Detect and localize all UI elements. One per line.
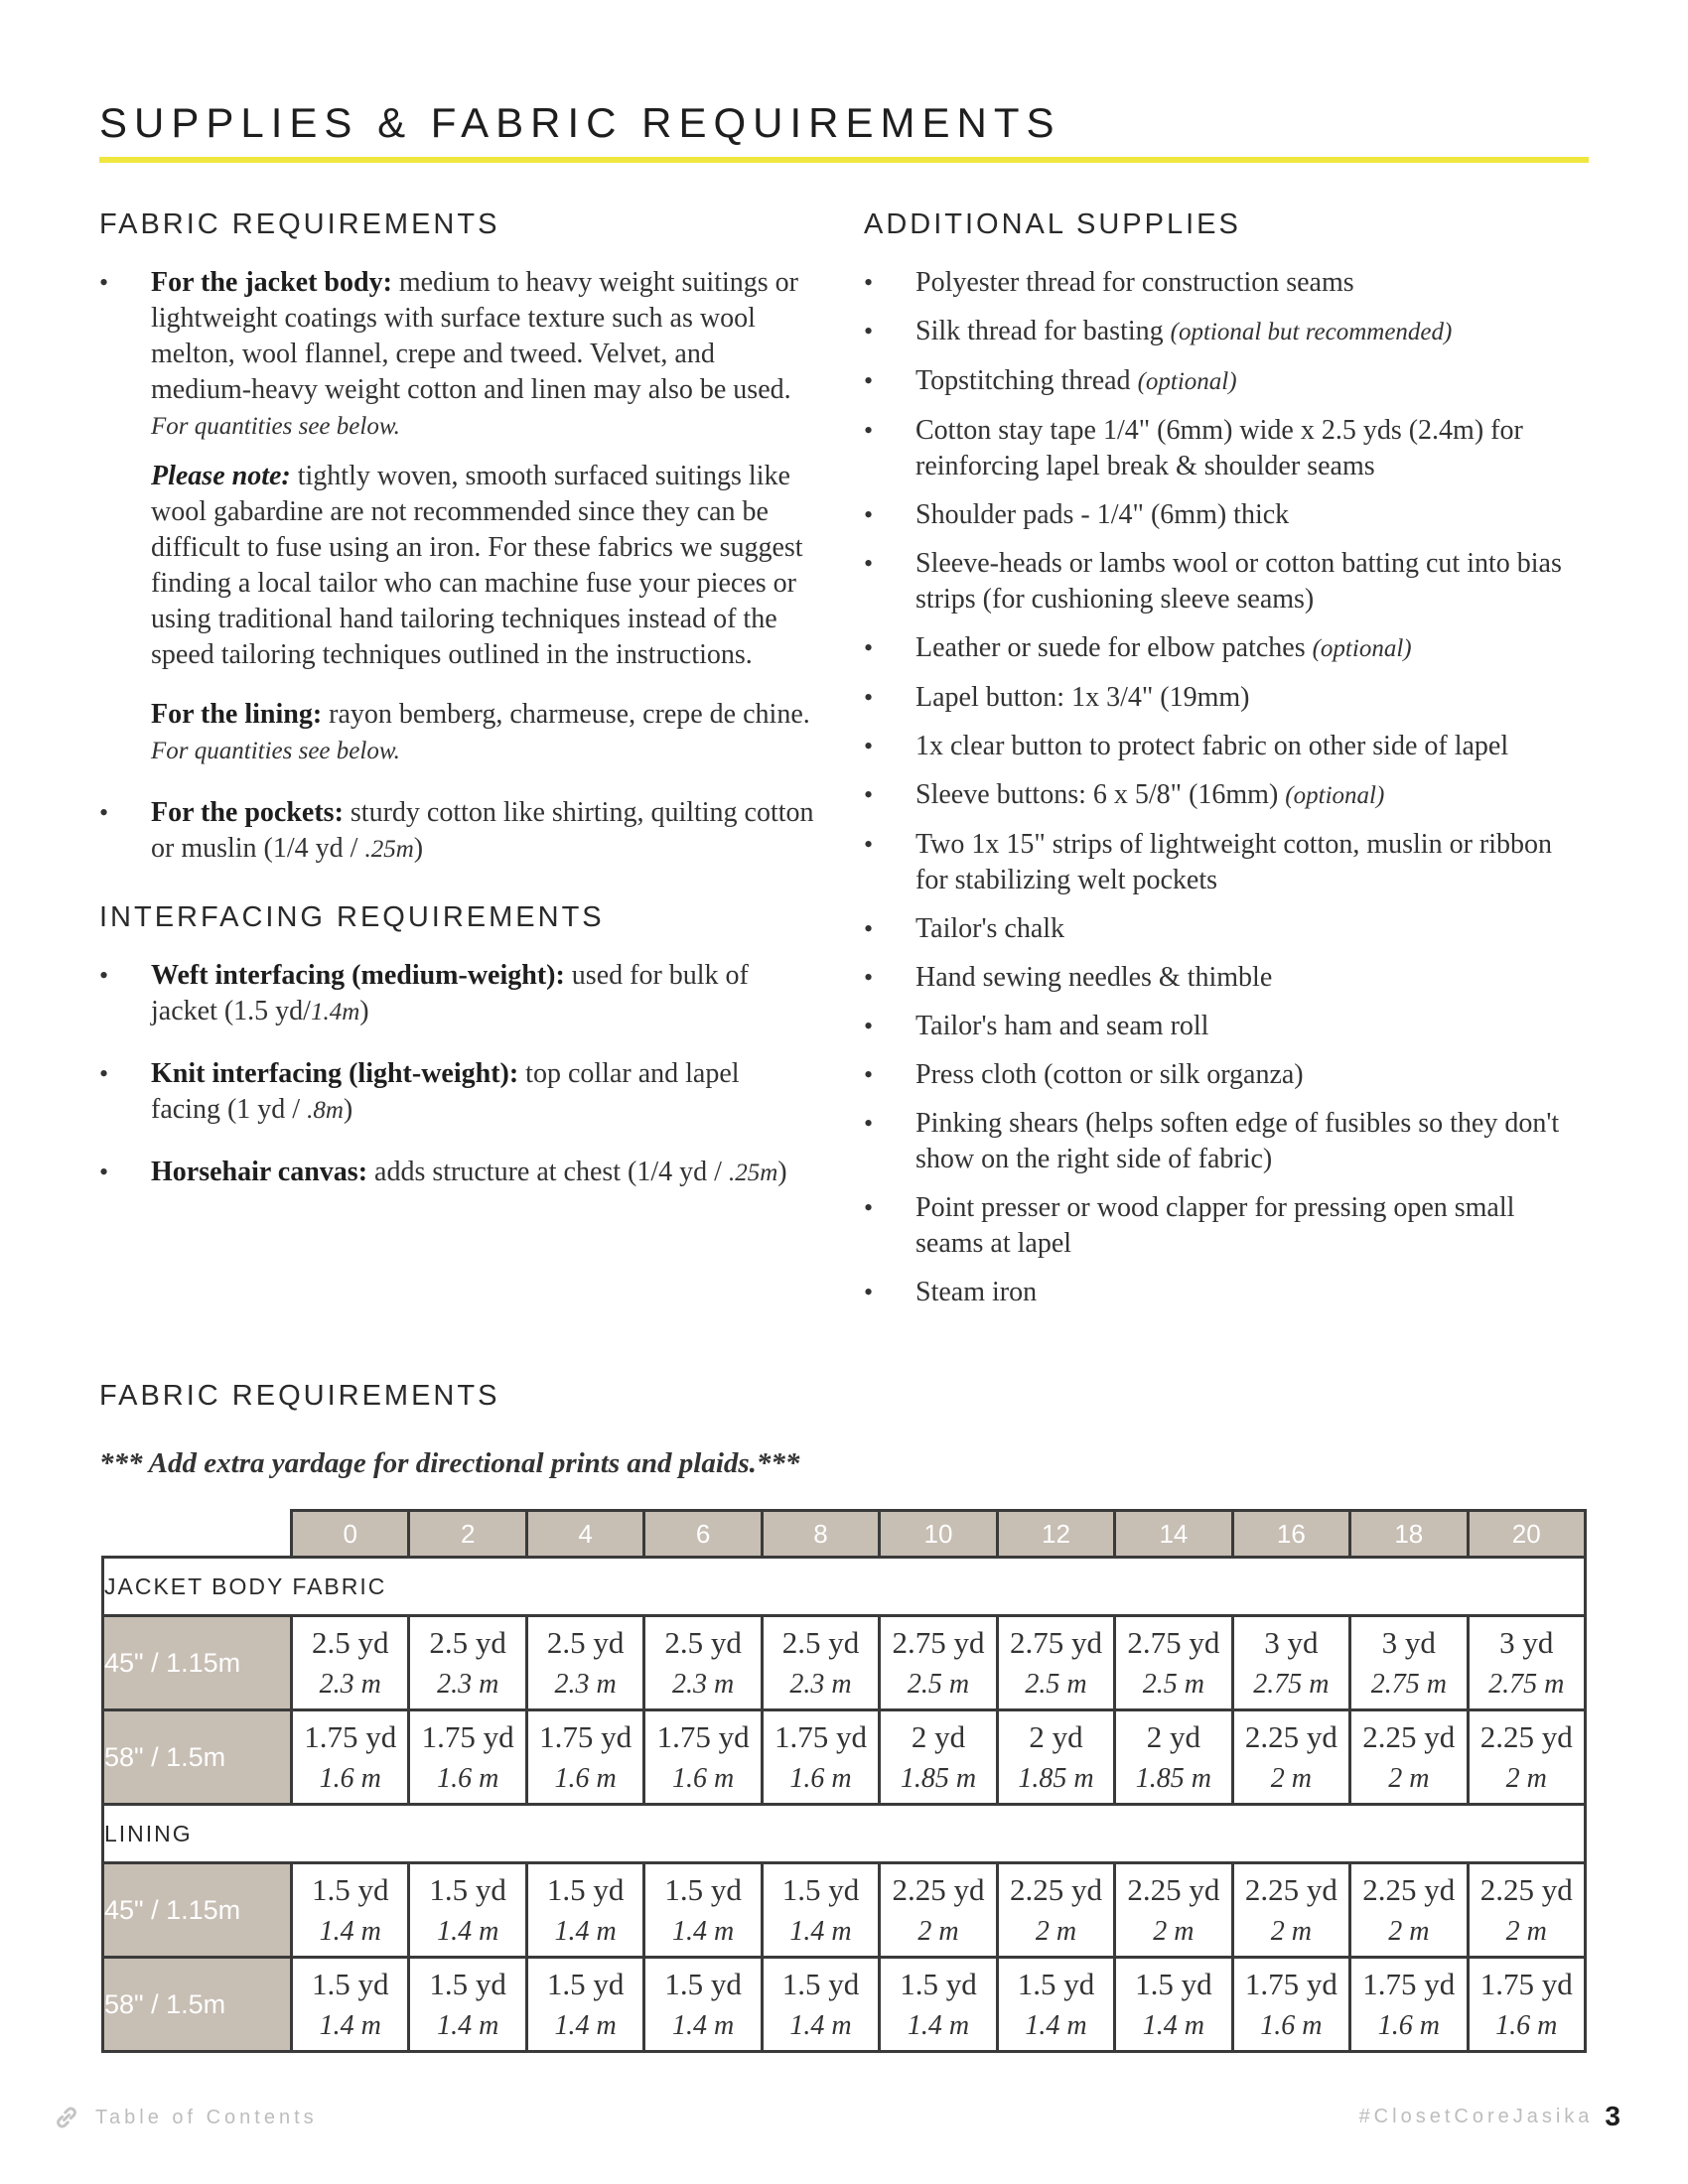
table-row	[103, 1710, 1586, 1805]
size-header: 6	[644, 1511, 762, 1558]
group-label: JACKET BODY FABRIC	[103, 1558, 1586, 1616]
fabric-width-label: 45" / 1.15m	[103, 1863, 292, 1958]
supply-text: Lapel button: 1x 3/4" (19mm)	[915, 682, 1250, 713]
page-title: SUPPLIES & FABRIC REQUIREMENTS	[99, 99, 1061, 146]
table-cell	[1468, 1616, 1585, 1710]
metric-value: 1.4 m	[1142, 2010, 1205, 2041]
table-row	[103, 1616, 1586, 1710]
fabric-requirements-table	[101, 1509, 1587, 2053]
table-cell	[1350, 1958, 1468, 2052]
table-cell	[762, 1616, 879, 1710]
yardage-value: 2 yd	[1029, 1719, 1083, 1754]
metric-value: 1.4 m	[671, 2010, 735, 2041]
supply-text: Cotton stay tape 1/4" (6mm) wide x 2.5 yds (2.4m) for reinforcing lapel break & shoulder seams	[915, 415, 1523, 481]
table-cell	[1115, 1710, 1232, 1805]
page-number: 3	[1605, 2101, 1620, 2131]
yardage-value: 1.75 yd	[1244, 1967, 1337, 2001]
fabric-requirements-heading: FABRIC REQUIREMENTS	[99, 208, 500, 240]
supply-text: Steam iron	[915, 1277, 1038, 1307]
table-cell	[997, 1958, 1114, 2052]
size-header: 12	[997, 1511, 1114, 1558]
pockets-close: )	[413, 833, 424, 864]
table-cell	[409, 1616, 526, 1710]
table-row	[103, 1958, 1586, 2052]
table-cell	[1350, 1710, 1468, 1805]
metric-value: 2.5 m	[907, 1669, 970, 1700]
table-cell	[1350, 1616, 1468, 1710]
metric-value: 2.3 m	[319, 1669, 381, 1700]
pockets-metric: .25m	[364, 836, 414, 863]
supply-text: Tailor's ham and seam roll	[915, 1011, 1209, 1041]
table-cell	[644, 1616, 762, 1710]
table-cell	[997, 1863, 1114, 1958]
size-header: 18	[1350, 1511, 1468, 1558]
list-item	[99, 1056, 814, 1129]
interfacing-close: )	[777, 1157, 787, 1187]
group-row	[103, 1805, 1586, 1863]
metric-value: 1.4 m	[907, 2010, 970, 2041]
list-item	[864, 729, 1579, 764]
yardage-value: 1.5 yd	[311, 1967, 389, 2001]
table-cell	[1468, 1863, 1585, 1958]
metric-value: 2.75 m	[1488, 1669, 1565, 1700]
yardage-value: 2.75 yd	[1009, 1625, 1102, 1660]
interfacing-list	[99, 958, 814, 1191]
yardage-value: 2.5 yd	[429, 1625, 506, 1660]
table-cell	[1232, 1863, 1349, 1958]
table-cell	[997, 1616, 1114, 1710]
yardage-value: 3 yd	[1499, 1625, 1554, 1660]
metric-value: 1.6 m	[1495, 2010, 1558, 2041]
yardage-value: 2.25 yd	[1009, 1872, 1102, 1907]
fabric-width-label: 58" / 1.5m	[103, 1958, 292, 2052]
supplies-list	[864, 265, 1579, 1310]
list-item	[99, 265, 814, 769]
yardage-value: 2.25 yd	[1479, 1719, 1573, 1754]
yardage-value: 1.75 yd	[774, 1719, 868, 1754]
metric-value: 2 m	[917, 1916, 959, 1947]
jacket-body-note: For quantities see below.	[151, 413, 400, 440]
footer-right	[1359, 2101, 1620, 2132]
lining-text: rayon bemberg, charmeuse, crepe de chine.	[322, 699, 810, 730]
yardage-value: 2 yd	[1146, 1719, 1201, 1754]
table-cell	[1350, 1863, 1468, 1958]
group-row	[103, 1558, 1586, 1616]
yardage-value: 2.25 yd	[1244, 1719, 1337, 1754]
size-header: 8	[762, 1511, 879, 1558]
metric-value: 2.3 m	[789, 1669, 852, 1700]
supply-text: Sleeve-heads or lambs wool or cotton batting cut into bias strips (for cushioning sleeve seams)	[915, 548, 1562, 614]
metric-value: 1.85 m	[1018, 1763, 1094, 1794]
table-cell	[762, 1863, 879, 1958]
yardage-value: 1.75 yd	[539, 1719, 633, 1754]
additional-supplies-heading: ADDITIONAL SUPPLIES	[864, 208, 1241, 240]
lining-quantities-note: For quantities see below.	[151, 738, 400, 764]
table-cell	[409, 1958, 526, 2052]
supply-note: (optional)	[1137, 368, 1237, 395]
yardage-value: 1.5 yd	[1017, 1967, 1095, 2001]
size-header: 10	[880, 1511, 997, 1558]
interfacing-metric: 1.4m	[310, 999, 360, 1025]
metric-value: 1.4 m	[319, 2010, 381, 2041]
yardage-value: 2.25 yd	[1479, 1872, 1573, 1907]
metric-value: 1.4 m	[437, 1916, 499, 1947]
please-note-label: Please note:	[151, 461, 291, 491]
fabric-list	[99, 265, 814, 868]
metric-value: 2.5 m	[1142, 1669, 1205, 1700]
list-item	[864, 911, 1579, 947]
list-item	[864, 1106, 1579, 1177]
yardage-value: 1.75 yd	[1362, 1967, 1456, 2001]
list-item	[864, 777, 1579, 814]
interfacing-metric: .25m	[728, 1160, 778, 1186]
list-item	[864, 680, 1579, 716]
table-cell	[1232, 1616, 1349, 1710]
yardage-value: 1.5 yd	[429, 1967, 506, 2001]
table-cell	[1115, 1958, 1232, 2052]
hashtag: #ClosetCoreJasika	[1358, 2105, 1594, 2127]
table-cell	[762, 1958, 879, 2052]
metric-value: 1.6 m	[1377, 2010, 1440, 2041]
metric-value: 1.4 m	[671, 1916, 735, 1947]
fabric-width-label: 45" / 1.15m	[103, 1616, 292, 1710]
table-cell	[526, 1616, 643, 1710]
yardage-value: 1.75 yd	[304, 1719, 397, 1754]
yardage-value: 1.5 yd	[429, 1872, 506, 1907]
interfacing-close: )	[359, 996, 369, 1026]
supply-text: Hand sewing needles & thimble	[915, 962, 1273, 993]
list-item	[864, 363, 1579, 400]
table-cell	[1468, 1958, 1585, 2052]
size-header: 16	[1232, 1511, 1349, 1558]
yardage-value: 2 yd	[911, 1719, 966, 1754]
metric-value: 2 m	[1035, 1916, 1077, 1947]
yardage-value: 3 yd	[1381, 1625, 1436, 1660]
table-cell	[409, 1710, 526, 1805]
list-item	[864, 265, 1579, 301]
yardage-value: 1.5 yd	[311, 1872, 389, 1907]
table-row	[103, 1863, 1586, 1958]
metric-value: 2 m	[1270, 1763, 1312, 1794]
table-cell	[880, 1710, 997, 1805]
list-item	[864, 960, 1579, 996]
metric-value: 2 m	[1388, 1916, 1430, 1947]
metric-value: 1.85 m	[900, 1763, 977, 1794]
yardage-value: 2.5 yd	[311, 1625, 389, 1660]
link-icon	[52, 2103, 81, 2132]
metric-value: 2 m	[1153, 1916, 1195, 1947]
supply-note: (optional)	[1312, 635, 1412, 662]
table-cell	[880, 1863, 997, 1958]
yardage-value: 1.5 yd	[546, 1872, 625, 1907]
table-cell	[1115, 1863, 1232, 1958]
pockets-text: sturdy cotton like shirting, quilting cotton or muslin (1/4 yd /	[151, 797, 814, 864]
metric-value: 2 m	[1270, 1916, 1312, 1947]
metric-value: 2.3 m	[554, 1669, 617, 1700]
fabric-width-label: 58" / 1.5m	[103, 1710, 292, 1805]
toc-link-label: Table of Contents	[95, 2106, 318, 2128]
metric-value: 1.4 m	[554, 1916, 617, 1947]
size-header: 20	[1468, 1511, 1585, 1558]
yardage-value: 2.75 yd	[1127, 1625, 1220, 1660]
table-body	[103, 1558, 1586, 2052]
lining-label: For the lining:	[151, 699, 323, 730]
table-cell	[292, 1863, 409, 1958]
interfacing-metric: .8m	[307, 1097, 344, 1124]
supply-text: 1x clear button to protect fabric on other side of lapel	[915, 731, 1509, 761]
table-cell	[1468, 1710, 1585, 1805]
please-note	[151, 459, 814, 673]
supply-text: Topstitching thread	[915, 365, 1138, 396]
metric-value: 2 m	[1388, 1763, 1430, 1794]
interfacing-label: Horsehair canvas:	[151, 1157, 368, 1187]
list-item	[864, 1057, 1579, 1093]
lining-note	[151, 697, 814, 769]
yardage-value: 2.5 yd	[664, 1625, 742, 1660]
supply-note: (optional but recommended)	[1170, 319, 1453, 345]
size-header: 2	[409, 1511, 526, 1558]
metric-value: 1.4 m	[437, 2010, 499, 2041]
metric-value: 1.4 m	[319, 1916, 381, 1947]
supply-text: Point presser or wood clapper for pressing open small seams at lapel	[915, 1192, 1515, 1259]
yardage-value: 1.5 yd	[781, 1967, 860, 2001]
supply-text: Tailor's chalk	[915, 913, 1065, 944]
metric-value: 1.4 m	[1025, 2010, 1087, 2041]
yardage-value: 2.25 yd	[1362, 1719, 1456, 1754]
table-cell	[997, 1710, 1114, 1805]
title-rule	[99, 157, 1589, 163]
interfacing-close: )	[343, 1094, 353, 1125]
please-note-text: tightly woven, smooth surfaced suitings like wool gabardine are not recommended since they can be difficult to fuse using an iron. For these fabrics we suggest finding a local tailor who can machine fuse your pieces or using traditional hand tailoring techniques instead of the speed tailoring techniques outlined in the instructions.	[151, 461, 803, 670]
list-item	[864, 497, 1579, 533]
yardage-note: *** Add extra yardage for directional prints and plaids.***	[99, 1447, 800, 1479]
yardage-value: 2.75 yd	[892, 1625, 985, 1660]
supply-text: Press cloth (cotton or silk organza)	[915, 1059, 1304, 1090]
size-header-row	[103, 1511, 1586, 1558]
table-cell	[644, 1958, 762, 2052]
list-item	[864, 1275, 1579, 1310]
pockets-label: For the pockets:	[151, 797, 344, 828]
yardage-value: 1.5 yd	[664, 1872, 742, 1907]
yardage-value: 2.25 yd	[1362, 1872, 1456, 1907]
yardage-value: 1.5 yd	[900, 1967, 977, 2001]
table-cell	[762, 1710, 879, 1805]
list-item	[99, 795, 814, 868]
list-item	[864, 314, 1579, 350]
table-cell	[1232, 1958, 1349, 2052]
supply-text: Pinking shears (helps soften edge of fusibles so they don't show on the right side of fabric)	[915, 1108, 1560, 1174]
supply-text: Silk thread for basting	[915, 316, 1171, 346]
table-cell	[409, 1863, 526, 1958]
metric-value: 1.6 m	[437, 1763, 499, 1794]
table-cell	[526, 1710, 643, 1805]
metric-value: 1.6 m	[789, 1763, 852, 1794]
metric-value: 1.6 m	[1260, 2010, 1323, 2041]
yardage-value: 2.25 yd	[1244, 1872, 1337, 1907]
table-cell	[292, 1710, 409, 1805]
yardage-value: 2.5 yd	[781, 1625, 860, 1660]
yardage-value: 3 yd	[1264, 1625, 1319, 1660]
interfacing-label: Weft interfacing (medium-weight):	[151, 960, 565, 991]
interfacing-label: Knit interfacing (light-weight):	[151, 1058, 519, 1089]
list-item	[99, 1155, 814, 1191]
size-header: 0	[292, 1511, 409, 1558]
supply-text: Two 1x 15" strips of lightweight cotton, muslin or ribbon for stabilizing welt pockets	[915, 829, 1552, 895]
supply-note: (optional)	[1285, 782, 1385, 809]
metric-value: 2 m	[1505, 1763, 1547, 1794]
table-cell	[880, 1958, 997, 2052]
table-cell	[1115, 1616, 1232, 1710]
jacket-body-text: medium to heavy weight suitings or lightweight coatings with surface texture such as wool melton, wool flannel, crepe and tweed. Velvet, and medium-heavy weight cotton and linen may also be used.	[151, 267, 798, 405]
group-label: LINING	[103, 1805, 1586, 1863]
metric-value: 1.4 m	[789, 1916, 852, 1947]
jacket-body-label: For the jacket body:	[151, 267, 392, 298]
metric-value: 2.5 m	[1025, 1669, 1087, 1700]
table-of-contents-link[interactable]	[52, 2103, 318, 2132]
metric-value: 1.4 m	[789, 2010, 852, 2041]
yardage-value: 1.75 yd	[656, 1719, 750, 1754]
size-header: 4	[526, 1511, 643, 1558]
corner-cell	[103, 1511, 292, 1558]
supply-text: Shoulder pads - 1/4" (6mm) thick	[915, 499, 1290, 530]
yardage-value: 1.5 yd	[781, 1872, 860, 1907]
list-item	[864, 546, 1579, 617]
interfacing-text: top collar and lapel facing (1 yd /	[151, 1058, 740, 1125]
metric-value: 2.75 m	[1253, 1669, 1330, 1700]
metric-value: 2.75 m	[1370, 1669, 1447, 1700]
metric-value: 1.6 m	[554, 1763, 617, 1794]
list-item	[864, 1009, 1579, 1044]
metric-value: 2.3 m	[671, 1669, 735, 1700]
fabric-table-heading: FABRIC REQUIREMENTS	[99, 1380, 500, 1412]
interfacing-text: used for bulk of jacket (1.5 yd/	[151, 960, 749, 1026]
interfacing-text: adds structure at chest (1/4 yd /	[367, 1157, 729, 1187]
table-cell	[292, 1958, 409, 2052]
metric-value: 2.3 m	[437, 1669, 499, 1700]
list-item	[864, 630, 1579, 667]
interfacing-heading: INTERFACING REQUIREMENTS	[99, 901, 605, 933]
metric-value: 2 m	[1505, 1916, 1547, 1947]
list-item	[864, 413, 1579, 484]
table-cell	[292, 1616, 409, 1710]
metric-value: 1.4 m	[554, 2010, 617, 2041]
yardage-value: 2.5 yd	[546, 1625, 625, 1660]
table-cell	[1232, 1710, 1349, 1805]
yardage-value: 1.5 yd	[664, 1967, 742, 2001]
yardage-value: 1.5 yd	[1135, 1967, 1212, 2001]
list-item	[864, 827, 1579, 898]
yardage-value: 1.75 yd	[421, 1719, 514, 1754]
supply-text: Polyester thread for construction seams	[915, 267, 1354, 298]
metric-value: 1.6 m	[319, 1763, 381, 1794]
table-cell	[526, 1958, 643, 2052]
list-item	[864, 1190, 1579, 1262]
left-column	[99, 208, 814, 1217]
metric-value: 1.85 m	[1135, 1763, 1212, 1794]
yardage-value: 2.25 yd	[892, 1872, 985, 1907]
supply-text: Leather or suede for elbow patches	[915, 632, 1313, 663]
table-cell	[644, 1863, 762, 1958]
yardage-value: 2.25 yd	[1127, 1872, 1220, 1907]
right-column	[864, 208, 1579, 1323]
list-item	[99, 958, 814, 1030]
table-cell	[644, 1710, 762, 1805]
metric-value: 1.6 m	[671, 1763, 735, 1794]
table-cell	[880, 1616, 997, 1710]
supply-text: Sleeve buttons: 6 x 5/8" (16mm)	[915, 779, 1286, 810]
table-cell	[526, 1863, 643, 1958]
yardage-value: 1.5 yd	[546, 1967, 625, 2001]
yardage-value: 1.75 yd	[1479, 1967, 1573, 2001]
size-header: 14	[1115, 1511, 1232, 1558]
